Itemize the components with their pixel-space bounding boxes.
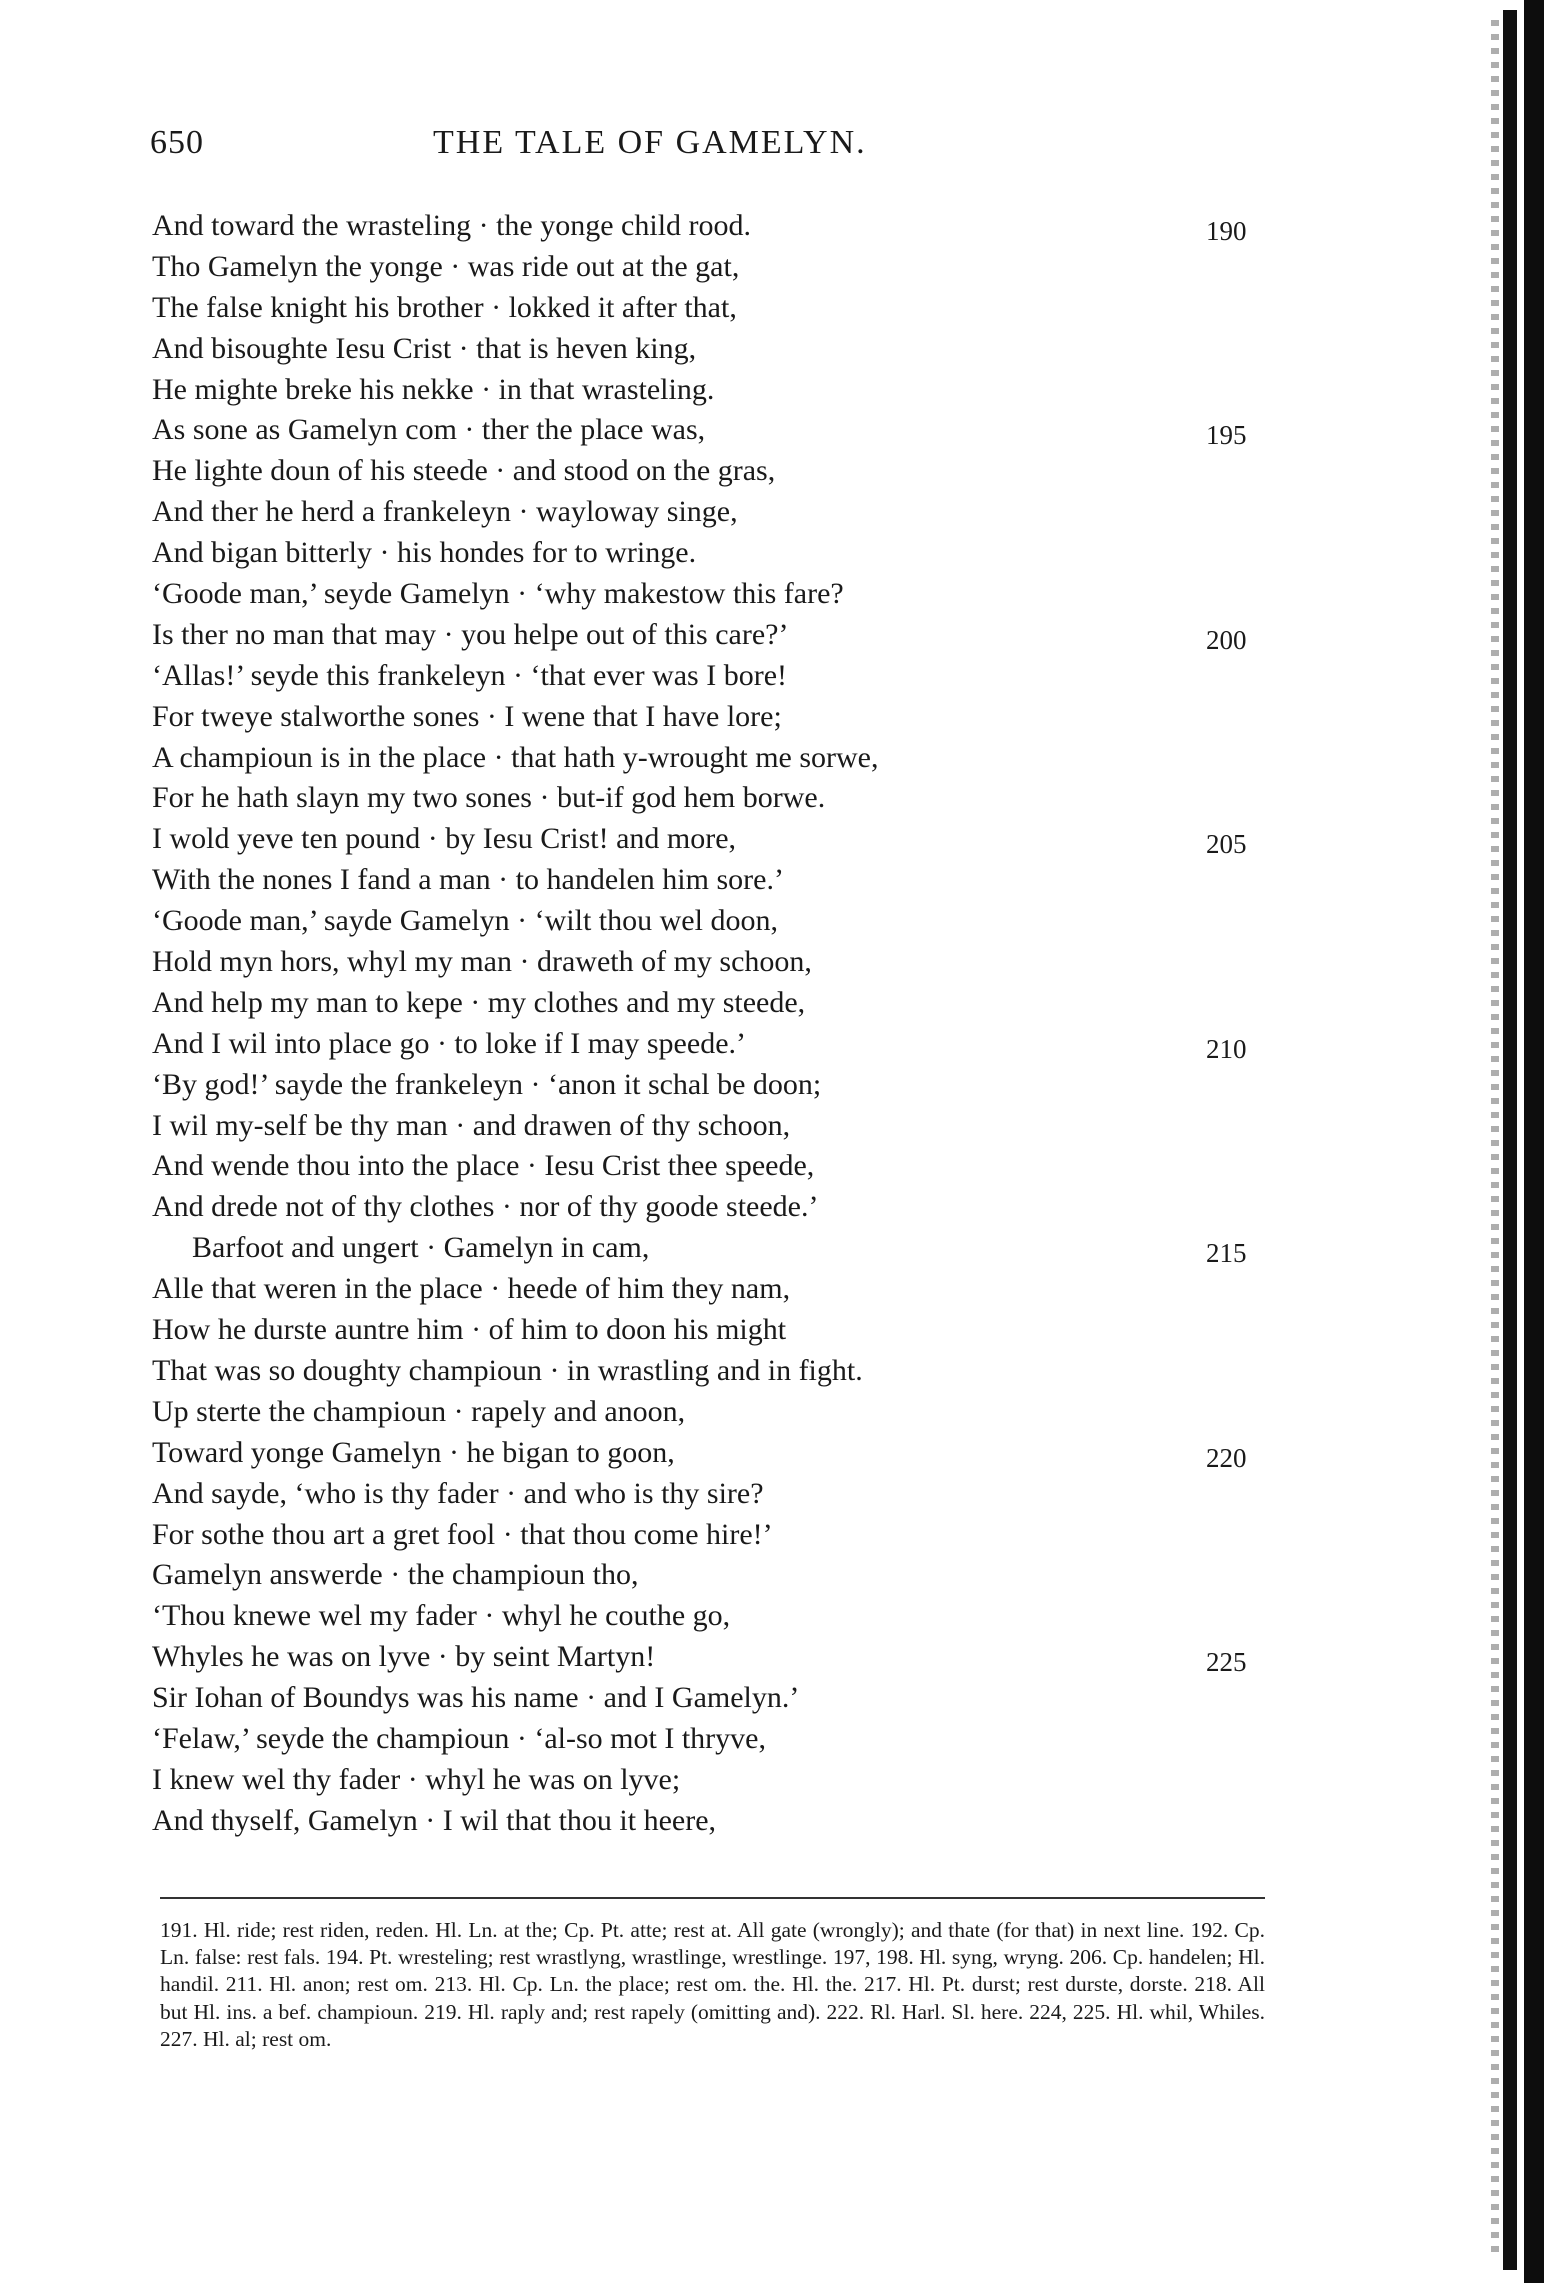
- running-title: THE TALE OF GAMELYN.: [433, 124, 867, 161]
- verse-text: He mighte breke his nekke · in that wrasteling.: [152, 372, 715, 406]
- line-number: 195: [1206, 420, 1247, 451]
- verse-line: [152, 370, 1272, 411]
- verse-text: Barfoot and ungert · Gamelyn in cam,: [192, 1231, 650, 1265]
- verse-text: ‘By god!’ sayde the frankeleyn · ‘anon it schal be doon;: [152, 1067, 822, 1101]
- verse-line: [152, 1269, 1272, 1310]
- verse-line: [152, 1351, 1272, 1392]
- page-number: 650: [150, 124, 204, 161]
- verse-line: [152, 656, 1272, 697]
- line-number: 215: [1206, 1238, 1247, 1269]
- verse-text: For he hath slayn my two sones · but-if god hem borwe.: [152, 781, 826, 815]
- verse-line: [152, 819, 1272, 860]
- verse-line: [152, 1106, 1272, 1147]
- verse-text: Sir Iohan of Boundys was his name · and I Gamelyn.’: [152, 1681, 800, 1715]
- verse-line: [152, 1228, 1272, 1269]
- verse-line: [152, 1760, 1272, 1801]
- verse-text: As sone as Gamelyn com · ther the place was,: [152, 413, 706, 447]
- verse-line: [152, 1515, 1272, 1556]
- page-header: [150, 124, 1260, 174]
- verse-line: [152, 1310, 1272, 1351]
- verse-text: For sothe thou art a gret fool · that thou come hire!’: [152, 1517, 773, 1551]
- verse-line: [152, 1433, 1272, 1474]
- verse-text: And drede not of thy clothes · nor of thy goode steede.’: [152, 1190, 819, 1224]
- verse-line: [152, 1801, 1272, 1842]
- verse-line: [152, 1146, 1272, 1187]
- verse-text: And bisoughte Iesu Crist · that is heven king,: [152, 331, 697, 365]
- verse-line: [152, 1719, 1272, 1760]
- verse-text: The false knight his brother · lokked it after that,: [152, 290, 737, 324]
- footnote-rule: [160, 1897, 1265, 1899]
- verse-line: [152, 492, 1272, 533]
- verse-text: Gamelyn answerde · the champioun tho,: [152, 1558, 639, 1592]
- verse-line: [152, 778, 1272, 819]
- verse-line: [152, 1187, 1272, 1228]
- verse-text: And bigan bitterly · his hondes for to wringe.: [152, 536, 697, 570]
- verse-text: Whyles he was on lyve · by seint Martyn!: [152, 1640, 656, 1674]
- verse-text: ‘Goode man,’ seyde Gamelyn · ‘why makestow this fare?: [152, 577, 844, 611]
- verse-text: That was so doughty champioun · in wrastling and in fight.: [152, 1353, 863, 1387]
- verse-text: I wold yeve ten pound · by Iesu Crist! and more,: [152, 822, 737, 856]
- verse-text: Toward yonge Gamelyn · he bigan to goon,: [152, 1435, 675, 1469]
- line-number: 200: [1206, 624, 1247, 655]
- verse-line: [152, 533, 1272, 574]
- verse-line: [152, 1555, 1272, 1596]
- verse-text: And sayde, ‘who is thy fader · and who is thy sire?: [152, 1476, 764, 1510]
- verse-line: [152, 738, 1272, 779]
- verse-text: And thyself, Gamelyn · I wil that thou it heere,: [152, 1803, 717, 1837]
- verse-text: How he durste auntre him · of him to doon his might: [152, 1313, 787, 1347]
- verse-block: [152, 206, 1272, 1842]
- verse-line: [152, 1474, 1272, 1515]
- verse-line: [152, 697, 1272, 738]
- verse-line: [152, 1637, 1272, 1678]
- verse-text: He lighte doun of his steede · and stood on the gras,: [152, 454, 776, 488]
- verse-line: [152, 410, 1272, 451]
- verse-line: [152, 206, 1272, 247]
- verse-line: [152, 860, 1272, 901]
- line-number: 220: [1206, 1442, 1247, 1473]
- verse-line: [152, 901, 1272, 942]
- verse-line: [152, 247, 1272, 288]
- verse-text: I knew wel thy fader · whyl he was on lyve;: [152, 1762, 681, 1796]
- verse-text: And toward the wrasteling · the yonge child rood.: [152, 209, 752, 242]
- verse-text: And wende thou into the place · Iesu Crist thee speede,: [152, 1149, 815, 1183]
- verse-line: [152, 451, 1272, 492]
- verse-line: [152, 329, 1272, 370]
- verse-line: [152, 615, 1272, 656]
- verse-text: For tweye stalworthe sones · I wene that I have lore;: [152, 699, 782, 733]
- verse-line: [152, 1392, 1272, 1433]
- verse-text: ‘Thou knewe wel my fader · whyl he couthe go,: [152, 1599, 731, 1633]
- verse-text: With the nones I fand a man · to handelen him sore.’: [152, 863, 784, 897]
- verse-text: Tho Gamelyn the yonge · was ride out at the gat,: [152, 249, 740, 283]
- verse-line: [152, 942, 1272, 983]
- verse-text: And help my man to kepe · my clothes and my steede,: [152, 985, 806, 1019]
- line-number: 210: [1206, 1033, 1247, 1064]
- verse-text: ‘Goode man,’ sayde Gamelyn · ‘wilt thou wel doon,: [152, 904, 778, 938]
- verse-text: Hold myn hors, whyl my man · draweth of my schoon,: [152, 945, 812, 979]
- verse-line: [152, 1596, 1272, 1637]
- verse-line: [152, 983, 1272, 1024]
- verse-text: A champioun is in the place · that hath y-wrought me sorwe,: [152, 740, 879, 774]
- verse-text: And I wil into place go · to loke if I may speede.’: [152, 1026, 746, 1060]
- verse-line: [152, 1678, 1272, 1719]
- verse-line: [152, 574, 1272, 615]
- verse-line: [152, 1065, 1272, 1106]
- verse-text: I wil my-self be thy man · and drawen of thy schoon,: [152, 1108, 791, 1142]
- verse-line: [152, 288, 1272, 329]
- line-number: 205: [1206, 829, 1247, 860]
- verse-line: [152, 1024, 1272, 1065]
- verse-text: Alle that weren in the place · heede of him they nam,: [152, 1272, 791, 1306]
- binding-edge: [1469, 0, 1544, 2283]
- verse-text: Is ther no man that may · you helpe out of this care?’: [152, 617, 789, 651]
- verse-text: And ther he herd a frankeleyn · wayloway singe,: [152, 495, 738, 529]
- verse-text: ‘Felaw,’ seyde the champioun · ‘al-so mot I thryve,: [152, 1721, 766, 1755]
- line-number: 225: [1206, 1647, 1247, 1678]
- verse-text: ‘Allas!’ seyde this frankeleyn · ‘that ever was I bore!: [152, 658, 788, 692]
- footnotes: 191. Hl. ride; rest riden, reden. Hl. Ln. at the; Cp. Pt. atte; rest at. All gate (wrongly); and thate (for that) in next line. 192. Cp. Ln. false: rest fals. 194. Pt. wresteling; rest wrastlyng, wrastlinge, wrestlinge. 197, 198. Hl. syng, wryng. 206. Cp. handelen; Hl. handil. 211. Hl. anon; rest om. 213. Hl. Cp. Ln. the place; rest om. the. Hl. the. 217. Hl. Pt. durst; rest durste, dorste. 218. All but Hl. ins. a bef. champioun. 219. Hl. raply and; rest rapely (omitting and). 222. Rl. Harl. Sl. here. 224, 225. Hl. whil, Whiles. 227. Hl. al; rest om.: [160, 1918, 1265, 2051]
- verse-text: Up sterte the champioun · rapely and anoon,: [152, 1394, 686, 1428]
- line-number: 190: [1206, 216, 1247, 246]
